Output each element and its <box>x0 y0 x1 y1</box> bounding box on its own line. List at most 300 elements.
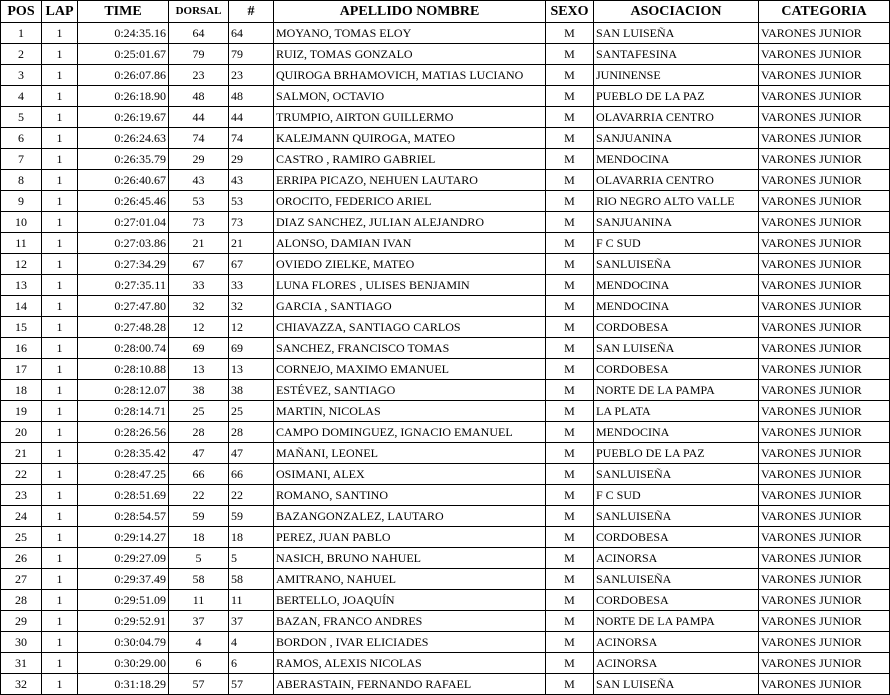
cell-num: 4 <box>229 632 274 653</box>
cell-num: 44 <box>229 107 274 128</box>
cell-categoria: VARONES JUNIOR <box>759 443 890 464</box>
cell-num: 43 <box>229 170 274 191</box>
cell-num: 6 <box>229 653 274 674</box>
table-row <box>1 44 890 65</box>
cell-sexo: M <box>546 527 594 548</box>
cell-lap: 1 <box>42 674 78 695</box>
cell-num: 29 <box>229 149 274 170</box>
table-row <box>1 338 890 359</box>
cell-categoria: VARONES JUNIOR <box>759 296 890 317</box>
cell-sexo: M <box>546 170 594 191</box>
cell-name: CORNEJO, MAXIMO EMANUEL <box>274 359 546 380</box>
table-row <box>1 527 890 548</box>
cell-sexo: M <box>546 443 594 464</box>
table-row <box>1 212 890 233</box>
cell-categoria: VARONES JUNIOR <box>759 506 890 527</box>
cell-time: 0:24:35.16 <box>78 23 169 44</box>
cell-asociacion: CORDOBESA <box>594 590 759 611</box>
cell-pos: 17 <box>1 359 42 380</box>
cell-dorsal: 25 <box>169 401 229 422</box>
table-row <box>1 191 890 212</box>
cell-time: 0:29:14.27 <box>78 527 169 548</box>
cell-pos: 19 <box>1 401 42 422</box>
cell-asociacion: ACINORSA <box>594 632 759 653</box>
cell-categoria: VARONES JUNIOR <box>759 653 890 674</box>
cell-sexo: M <box>546 44 594 65</box>
cell-pos: 6 <box>1 128 42 149</box>
cell-lap: 1 <box>42 44 78 65</box>
cell-pos: 15 <box>1 317 42 338</box>
cell-pos: 29 <box>1 611 42 632</box>
cell-categoria: VARONES JUNIOR <box>759 590 890 611</box>
cell-asociacion: PUEBLO DE LA PAZ <box>594 443 759 464</box>
table-row <box>1 86 890 107</box>
cell-name: BORDON , IVAR ELICIADES <box>274 632 546 653</box>
cell-num: 74 <box>229 128 274 149</box>
col-header-lap: LAP <box>42 1 78 23</box>
cell-sexo: M <box>546 338 594 359</box>
cell-sexo: M <box>546 590 594 611</box>
cell-name: OVIEDO ZIELKE, MATEO <box>274 254 546 275</box>
table-row <box>1 569 890 590</box>
cell-num: 11 <box>229 590 274 611</box>
cell-asociacion: JUNINENSE <box>594 65 759 86</box>
cell-dorsal: 32 <box>169 296 229 317</box>
cell-time: 0:28:00.74 <box>78 338 169 359</box>
cell-name: PEREZ, JUAN PABLO <box>274 527 546 548</box>
cell-time: 0:30:04.79 <box>78 632 169 653</box>
cell-asociacion: PUEBLO DE LA PAZ <box>594 86 759 107</box>
cell-asociacion: CORDOBESA <box>594 527 759 548</box>
cell-lap: 1 <box>42 590 78 611</box>
table-row <box>1 464 890 485</box>
cell-time: 0:26:07.86 <box>78 65 169 86</box>
cell-categoria: VARONES JUNIOR <box>759 128 890 149</box>
cell-num: 12 <box>229 317 274 338</box>
cell-dorsal: 47 <box>169 443 229 464</box>
table-row <box>1 107 890 128</box>
col-header-dorsal: DORSAL <box>169 1 229 23</box>
cell-lap: 1 <box>42 191 78 212</box>
cell-num: 53 <box>229 191 274 212</box>
cell-num: 18 <box>229 527 274 548</box>
cell-pos: 27 <box>1 569 42 590</box>
cell-categoria: VARONES JUNIOR <box>759 317 890 338</box>
cell-asociacion: ACINORSA <box>594 653 759 674</box>
cell-time: 0:27:03.86 <box>78 233 169 254</box>
cell-time: 0:29:52.91 <box>78 611 169 632</box>
cell-pos: 7 <box>1 149 42 170</box>
cell-sexo: M <box>546 107 594 128</box>
cell-lap: 1 <box>42 443 78 464</box>
cell-name: RAMOS, ALEXIS NICOLAS <box>274 653 546 674</box>
table-row <box>1 674 890 695</box>
cell-lap: 1 <box>42 548 78 569</box>
cell-num: 32 <box>229 296 274 317</box>
cell-lap: 1 <box>42 107 78 128</box>
cell-time: 0:27:35.11 <box>78 275 169 296</box>
cell-pos: 32 <box>1 674 42 695</box>
cell-time: 0:26:35.79 <box>78 149 169 170</box>
cell-lap: 1 <box>42 233 78 254</box>
cell-pos: 24 <box>1 506 42 527</box>
table-row <box>1 443 890 464</box>
cell-dorsal: 22 <box>169 485 229 506</box>
cell-dorsal: 23 <box>169 65 229 86</box>
cell-pos: 20 <box>1 422 42 443</box>
cell-asociacion: SANLUISEÑA <box>594 569 759 590</box>
cell-dorsal: 18 <box>169 527 229 548</box>
table-row <box>1 485 890 506</box>
cell-dorsal: 53 <box>169 191 229 212</box>
cell-name: TRUMPIO, AIRTON GUILLERMO <box>274 107 546 128</box>
cell-lap: 1 <box>42 422 78 443</box>
cell-lap: 1 <box>42 380 78 401</box>
cell-lap: 1 <box>42 338 78 359</box>
cell-categoria: VARONES JUNIOR <box>759 464 890 485</box>
cell-categoria: VARONES JUNIOR <box>759 548 890 569</box>
cell-categoria: VARONES JUNIOR <box>759 233 890 254</box>
cell-num: 37 <box>229 611 274 632</box>
cell-lap: 1 <box>42 464 78 485</box>
cell-asociacion: MENDOCINA <box>594 149 759 170</box>
cell-time: 0:29:37.49 <box>78 569 169 590</box>
cell-name: OROCITO, FEDERICO ARIEL <box>274 191 546 212</box>
cell-name: KALEJMANN QUIROGA, MATEO <box>274 128 546 149</box>
cell-dorsal: 43 <box>169 170 229 191</box>
cell-num: 64 <box>229 23 274 44</box>
cell-time: 0:26:40.67 <box>78 170 169 191</box>
cell-dorsal: 79 <box>169 44 229 65</box>
table-row <box>1 590 890 611</box>
cell-time: 0:26:24.63 <box>78 128 169 149</box>
cell-categoria: VARONES JUNIOR <box>759 65 890 86</box>
cell-categoria: VARONES JUNIOR <box>759 170 890 191</box>
table-row <box>1 254 890 275</box>
cell-asociacion: LA PLATA <box>594 401 759 422</box>
cell-sexo: M <box>546 548 594 569</box>
cell-dorsal: 57 <box>169 674 229 695</box>
results-body <box>1 23 890 695</box>
cell-asociacion: RIO NEGRO ALTO VALLE <box>594 191 759 212</box>
cell-time: 0:25:01.67 <box>78 44 169 65</box>
cell-time: 0:30:29.00 <box>78 653 169 674</box>
cell-dorsal: 66 <box>169 464 229 485</box>
cell-name: ALONSO, DAMIAN IVAN <box>274 233 546 254</box>
cell-categoria: VARONES JUNIOR <box>759 107 890 128</box>
cell-name: NASICH, BRUNO NAHUEL <box>274 548 546 569</box>
table-row <box>1 23 890 44</box>
cell-lap: 1 <box>42 359 78 380</box>
cell-num: 58 <box>229 569 274 590</box>
cell-pos: 8 <box>1 170 42 191</box>
cell-name: ERRIPA PICAZO, NEHUEN LAUTARO <box>274 170 546 191</box>
cell-name: QUIROGA BRHAMOVICH, MATIAS LUCIANO <box>274 65 546 86</box>
cell-num: 23 <box>229 65 274 86</box>
cell-lap: 1 <box>42 317 78 338</box>
cell-num: 79 <box>229 44 274 65</box>
cell-asociacion: SANTAFESINA <box>594 44 759 65</box>
table-row <box>1 422 890 443</box>
cell-pos: 30 <box>1 632 42 653</box>
cell-lap: 1 <box>42 527 78 548</box>
cell-asociacion: CORDOBESA <box>594 359 759 380</box>
cell-num: 33 <box>229 275 274 296</box>
cell-num: 67 <box>229 254 274 275</box>
cell-pos: 5 <box>1 107 42 128</box>
cell-name: MOYANO, TOMAS ELOY <box>274 23 546 44</box>
cell-pos: 4 <box>1 86 42 107</box>
cell-name: MARTIN, NICOLAS <box>274 401 546 422</box>
cell-dorsal: 48 <box>169 86 229 107</box>
cell-lap: 1 <box>42 149 78 170</box>
cell-asociacion: SANLUISEÑA <box>594 464 759 485</box>
cell-sexo: M <box>546 212 594 233</box>
table-row <box>1 149 890 170</box>
cell-num: 25 <box>229 401 274 422</box>
cell-asociacion: SAN LUISEÑA <box>594 23 759 44</box>
cell-asociacion: ACINORSA <box>594 548 759 569</box>
cell-dorsal: 74 <box>169 128 229 149</box>
cell-num: 47 <box>229 443 274 464</box>
cell-name: LUNA FLORES , ULISES BENJAMIN <box>274 275 546 296</box>
cell-pos: 21 <box>1 443 42 464</box>
cell-sexo: M <box>546 380 594 401</box>
cell-asociacion: SANJUANINA <box>594 212 759 233</box>
cell-pos: 18 <box>1 380 42 401</box>
cell-pos: 23 <box>1 485 42 506</box>
cell-sexo: M <box>546 65 594 86</box>
cell-categoria: VARONES JUNIOR <box>759 674 890 695</box>
cell-sexo: M <box>546 359 594 380</box>
cell-sexo: M <box>546 464 594 485</box>
cell-asociacion: SANLUISEÑA <box>594 254 759 275</box>
cell-categoria: VARONES JUNIOR <box>759 191 890 212</box>
cell-categoria: VARONES JUNIOR <box>759 338 890 359</box>
cell-asociacion: CORDOBESA <box>594 317 759 338</box>
cell-time: 0:26:18.90 <box>78 86 169 107</box>
cell-dorsal: 58 <box>169 569 229 590</box>
cell-pos: 11 <box>1 233 42 254</box>
cell-lap: 1 <box>42 485 78 506</box>
cell-num: 28 <box>229 422 274 443</box>
cell-lap: 1 <box>42 275 78 296</box>
cell-time: 0:28:47.25 <box>78 464 169 485</box>
cell-lap: 1 <box>42 296 78 317</box>
col-header-categoria: CATEGORIA <box>759 1 890 23</box>
cell-categoria: VARONES JUNIOR <box>759 23 890 44</box>
cell-num: 59 <box>229 506 274 527</box>
cell-name: SALMON, OCTAVIO <box>274 86 546 107</box>
header-row <box>1 1 890 23</box>
col-header-pos: POS <box>1 1 42 23</box>
cell-lap: 1 <box>42 86 78 107</box>
cell-categoria: VARONES JUNIOR <box>759 359 890 380</box>
cell-sexo: M <box>546 233 594 254</box>
cell-sexo: M <box>546 506 594 527</box>
table-row <box>1 653 890 674</box>
cell-num: 21 <box>229 233 274 254</box>
cell-pos: 26 <box>1 548 42 569</box>
cell-asociacion: SANJUANINA <box>594 128 759 149</box>
cell-pos: 25 <box>1 527 42 548</box>
cell-categoria: VARONES JUNIOR <box>759 401 890 422</box>
cell-sexo: M <box>546 422 594 443</box>
cell-categoria: VARONES JUNIOR <box>759 611 890 632</box>
cell-num: 5 <box>229 548 274 569</box>
cell-name: SANCHEZ, FRANCISCO TOMAS <box>274 338 546 359</box>
cell-time: 0:28:12.07 <box>78 380 169 401</box>
cell-name: OSIMANI, ALEX <box>274 464 546 485</box>
cell-categoria: VARONES JUNIOR <box>759 212 890 233</box>
cell-time: 0:26:19.67 <box>78 107 169 128</box>
cell-dorsal: 21 <box>169 233 229 254</box>
cell-dorsal: 44 <box>169 107 229 128</box>
cell-time: 0:28:54.57 <box>78 506 169 527</box>
cell-dorsal: 28 <box>169 422 229 443</box>
cell-name: AMITRANO, NAHUEL <box>274 569 546 590</box>
cell-time: 0:27:48.28 <box>78 317 169 338</box>
cell-dorsal: 11 <box>169 590 229 611</box>
cell-pos: 10 <box>1 212 42 233</box>
cell-categoria: VARONES JUNIOR <box>759 632 890 653</box>
cell-categoria: VARONES JUNIOR <box>759 275 890 296</box>
cell-dorsal: 5 <box>169 548 229 569</box>
cell-pos: 12 <box>1 254 42 275</box>
col-header-num: # <box>229 1 274 23</box>
cell-name: ROMANO, SANTINO <box>274 485 546 506</box>
cell-categoria: VARONES JUNIOR <box>759 86 890 107</box>
cell-pos: 16 <box>1 338 42 359</box>
cell-sexo: M <box>546 653 594 674</box>
cell-sexo: M <box>546 317 594 338</box>
cell-sexo: M <box>546 254 594 275</box>
cell-categoria: VARONES JUNIOR <box>759 44 890 65</box>
cell-categoria: VARONES JUNIOR <box>759 485 890 506</box>
cell-num: 13 <box>229 359 274 380</box>
cell-num: 22 <box>229 485 274 506</box>
table-row <box>1 632 890 653</box>
cell-time: 0:28:35.42 <box>78 443 169 464</box>
cell-name: RUIZ, TOMAS GONZALO <box>274 44 546 65</box>
cell-sexo: M <box>546 149 594 170</box>
cell-lap: 1 <box>42 212 78 233</box>
cell-sexo: M <box>546 275 594 296</box>
col-header-sexo: SEXO <box>546 1 594 23</box>
cell-sexo: M <box>546 86 594 107</box>
cell-pos: 28 <box>1 590 42 611</box>
cell-name: BAZANGONZALEZ, LAUTARO <box>274 506 546 527</box>
cell-time: 0:27:47.80 <box>78 296 169 317</box>
cell-pos: 2 <box>1 44 42 65</box>
cell-asociacion: OLAVARRIA CENTRO <box>594 170 759 191</box>
cell-lap: 1 <box>42 653 78 674</box>
cell-name: ESTÉVEZ, SANTIAGO <box>274 380 546 401</box>
cell-pos: 22 <box>1 464 42 485</box>
cell-name: CAMPO DOMINGUEZ, IGNACIO EMANUEL <box>274 422 546 443</box>
cell-num: 66 <box>229 464 274 485</box>
table-row <box>1 380 890 401</box>
cell-dorsal: 69 <box>169 338 229 359</box>
table-row <box>1 170 890 191</box>
cell-pos: 3 <box>1 65 42 86</box>
cell-pos: 9 <box>1 191 42 212</box>
cell-pos: 14 <box>1 296 42 317</box>
table-row <box>1 275 890 296</box>
cell-time: 0:26:45.46 <box>78 191 169 212</box>
table-row <box>1 359 890 380</box>
cell-name: CHIAVAZZA, SANTIAGO CARLOS <box>274 317 546 338</box>
table-row <box>1 401 890 422</box>
cell-lap: 1 <box>42 632 78 653</box>
cell-asociacion: MENDOCINA <box>594 275 759 296</box>
cell-sexo: M <box>546 191 594 212</box>
cell-time: 0:28:51.69 <box>78 485 169 506</box>
cell-asociacion: NORTE DE LA PAMPA <box>594 611 759 632</box>
cell-categoria: VARONES JUNIOR <box>759 254 890 275</box>
cell-num: 48 <box>229 86 274 107</box>
cell-lap: 1 <box>42 611 78 632</box>
table-row <box>1 233 890 254</box>
col-header-asociacion: ASOCIACION <box>594 1 759 23</box>
cell-time: 0:28:26.56 <box>78 422 169 443</box>
table-row <box>1 548 890 569</box>
cell-categoria: VARONES JUNIOR <box>759 569 890 590</box>
table-row <box>1 65 890 86</box>
col-header-time: TIME <box>78 1 169 23</box>
cell-lap: 1 <box>42 128 78 149</box>
cell-dorsal: 29 <box>169 149 229 170</box>
cell-dorsal: 37 <box>169 611 229 632</box>
cell-asociacion: SAN LUISEÑA <box>594 338 759 359</box>
col-header-name: APELLIDO NOMBRE <box>274 1 546 23</box>
cell-sexo: M <box>546 23 594 44</box>
table-row <box>1 128 890 149</box>
cell-categoria: VARONES JUNIOR <box>759 380 890 401</box>
cell-lap: 1 <box>42 65 78 86</box>
cell-asociacion: SAN LUISEÑA <box>594 674 759 695</box>
cell-sexo: M <box>546 296 594 317</box>
cell-name: BERTELLO, JOAQUÍN <box>274 590 546 611</box>
cell-dorsal: 67 <box>169 254 229 275</box>
cell-asociacion: F C SUD <box>594 233 759 254</box>
cell-categoria: VARONES JUNIOR <box>759 527 890 548</box>
cell-lap: 1 <box>42 254 78 275</box>
cell-dorsal: 33 <box>169 275 229 296</box>
cell-categoria: VARONES JUNIOR <box>759 149 890 170</box>
cell-asociacion: MENDOCINA <box>594 422 759 443</box>
table-row <box>1 506 890 527</box>
cell-sexo: M <box>546 401 594 422</box>
cell-time: 0:31:18.29 <box>78 674 169 695</box>
cell-dorsal: 6 <box>169 653 229 674</box>
cell-dorsal: 73 <box>169 212 229 233</box>
cell-pos: 31 <box>1 653 42 674</box>
cell-dorsal: 64 <box>169 23 229 44</box>
cell-sexo: M <box>546 632 594 653</box>
cell-num: 69 <box>229 338 274 359</box>
cell-dorsal: 12 <box>169 317 229 338</box>
cell-dorsal: 38 <box>169 380 229 401</box>
cell-name: DIAZ SANCHEZ, JULIAN ALEJANDRO <box>274 212 546 233</box>
cell-time: 0:28:14.71 <box>78 401 169 422</box>
cell-asociacion: OLAVARRIA CENTRO <box>594 107 759 128</box>
cell-num: 57 <box>229 674 274 695</box>
cell-num: 73 <box>229 212 274 233</box>
cell-sexo: M <box>546 674 594 695</box>
cell-asociacion: MENDOCINA <box>594 296 759 317</box>
cell-sexo: M <box>546 128 594 149</box>
